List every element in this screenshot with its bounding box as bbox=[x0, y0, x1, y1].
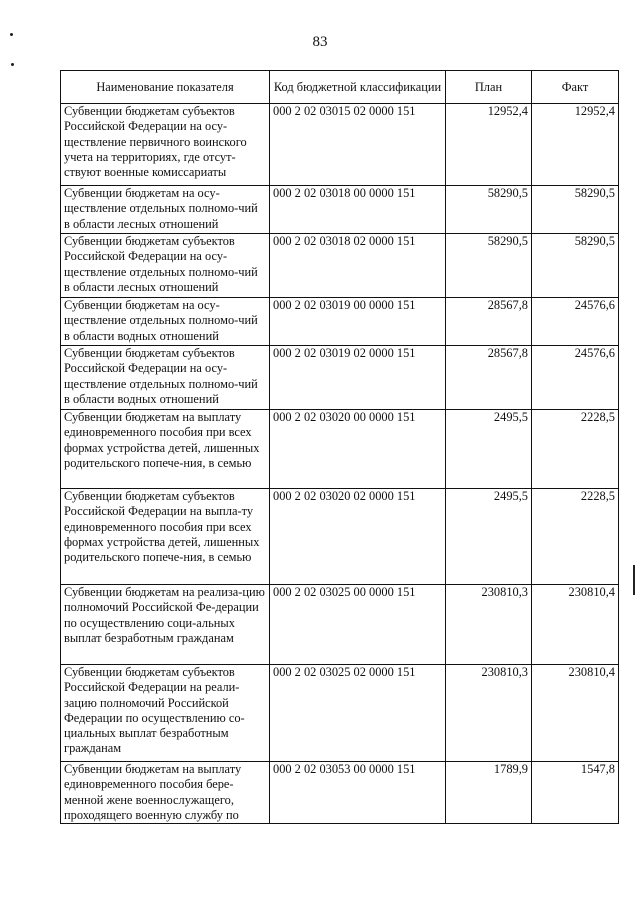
cell-plan: 28567,8 bbox=[446, 298, 532, 346]
cell-plan: 230810,3 bbox=[446, 665, 532, 762]
header-plan: План bbox=[446, 71, 532, 104]
table-row bbox=[61, 585, 619, 665]
cell-code: 000 2 02 03019 00 0000 151 bbox=[270, 298, 446, 346]
cell-plan: 28567,8 bbox=[446, 346, 532, 410]
table-row bbox=[61, 186, 619, 234]
cell-fact: 24576,6 bbox=[532, 298, 619, 346]
cell-name: Субвенции бюджетам на выплату единовременного пособия бере-менной жене военнослужащего, проходящего военную службу по bbox=[61, 762, 270, 824]
cell-code: 000 2 02 03018 00 0000 151 bbox=[270, 186, 446, 234]
cell-plan: 58290,5 bbox=[446, 234, 532, 298]
cell-fact: 58290,5 bbox=[532, 186, 619, 234]
cell-fact: 2228,5 bbox=[532, 489, 619, 585]
cell-plan: 58290,5 bbox=[446, 186, 532, 234]
cell-fact: 12952,4 bbox=[532, 104, 619, 186]
table-header-row bbox=[61, 71, 619, 104]
header-name: Наименование показателя bbox=[61, 71, 270, 104]
table-row bbox=[61, 104, 619, 186]
cell-name: Субвенции бюджетам субъектов Российской Федерации на реали-зацию полномочий Российской Федерации по осуществлению со-циальных выплат безработным гражданам bbox=[61, 665, 270, 762]
cell-plan: 2495,5 bbox=[446, 410, 532, 489]
scan-edge-mark bbox=[633, 565, 635, 595]
header-code: Код бюджетной классификации bbox=[270, 71, 446, 104]
cell-name: Субвенции бюджетам субъектов Российской Федерации на выпла-ту единовременного пособия при всех формах устройства детей, лишенных родительского попече-ния, в семью bbox=[61, 489, 270, 585]
cell-code: 000 2 02 03025 02 0000 151 bbox=[270, 665, 446, 762]
cell-fact: 2228,5 bbox=[532, 410, 619, 489]
cell-code: 000 2 02 03053 00 0000 151 bbox=[270, 762, 446, 824]
header-fact: Факт bbox=[532, 71, 619, 104]
cell-code: 000 2 02 03018 02 0000 151 bbox=[270, 234, 446, 298]
table-row bbox=[61, 410, 619, 489]
cell-name: Субвенции бюджетам на выплату единовременного пособия при всех формах устройства детей, лишенных родительского попече-ния, в семью bbox=[61, 410, 270, 489]
cell-code: 000 2 02 03025 00 0000 151 bbox=[270, 585, 446, 665]
cell-plan: 2495,5 bbox=[446, 489, 532, 585]
cell-fact: 24576,6 bbox=[532, 346, 619, 410]
table-row bbox=[61, 298, 619, 346]
cell-name: Субвенции бюджетам субъектов Российской Федерации на осу-ществление отдельных полномо-чий в области лесных отношений bbox=[61, 234, 270, 298]
scan-speck bbox=[11, 63, 14, 66]
cell-fact: 230810,4 bbox=[532, 585, 619, 665]
cell-code: 000 2 02 03020 02 0000 151 bbox=[270, 489, 446, 585]
cell-name: Субвенции бюджетам на осу-ществление отдельных полномо-чий в области лесных отношений bbox=[61, 186, 270, 234]
table-row bbox=[61, 346, 619, 410]
cell-name: Субвенции бюджетам на реализа-цию полномочий Российской Фе-дерации по осуществлению соци-альных выплат безработным гражданам bbox=[61, 585, 270, 665]
cell-code: 000 2 02 03020 00 0000 151 bbox=[270, 410, 446, 489]
table-row bbox=[61, 489, 619, 585]
table-row bbox=[61, 234, 619, 298]
cell-fact: 58290,5 bbox=[532, 234, 619, 298]
table-row bbox=[61, 762, 619, 824]
table-row bbox=[61, 665, 619, 762]
cell-plan: 12952,4 bbox=[446, 104, 532, 186]
cell-name: Субвенции бюджетам на осу-ществление отдельных полномо-чий в области водных отношений bbox=[61, 298, 270, 346]
cell-code: 000 2 02 03015 02 0000 151 bbox=[270, 104, 446, 186]
budget-table bbox=[60, 70, 619, 824]
cell-name: Субвенции бюджетам субъектов Российской Федерации на осу-ществление отдельных полномо-чий в области водных отношений bbox=[61, 346, 270, 410]
cell-fact: 1547,8 bbox=[532, 762, 619, 824]
cell-plan: 230810,3 bbox=[446, 585, 532, 665]
cell-plan: 1789,9 bbox=[446, 762, 532, 824]
cell-name: Субвенции бюджетам субъектов Российской Федерации на осу-ществление первичного воинского учета на территориях, где отсут-ствуют военные комиссариаты bbox=[61, 104, 270, 186]
cell-fact: 230810,4 bbox=[532, 665, 619, 762]
cell-code: 000 2 02 03019 02 0000 151 bbox=[270, 346, 446, 410]
page-number: 83 bbox=[312, 34, 328, 50]
